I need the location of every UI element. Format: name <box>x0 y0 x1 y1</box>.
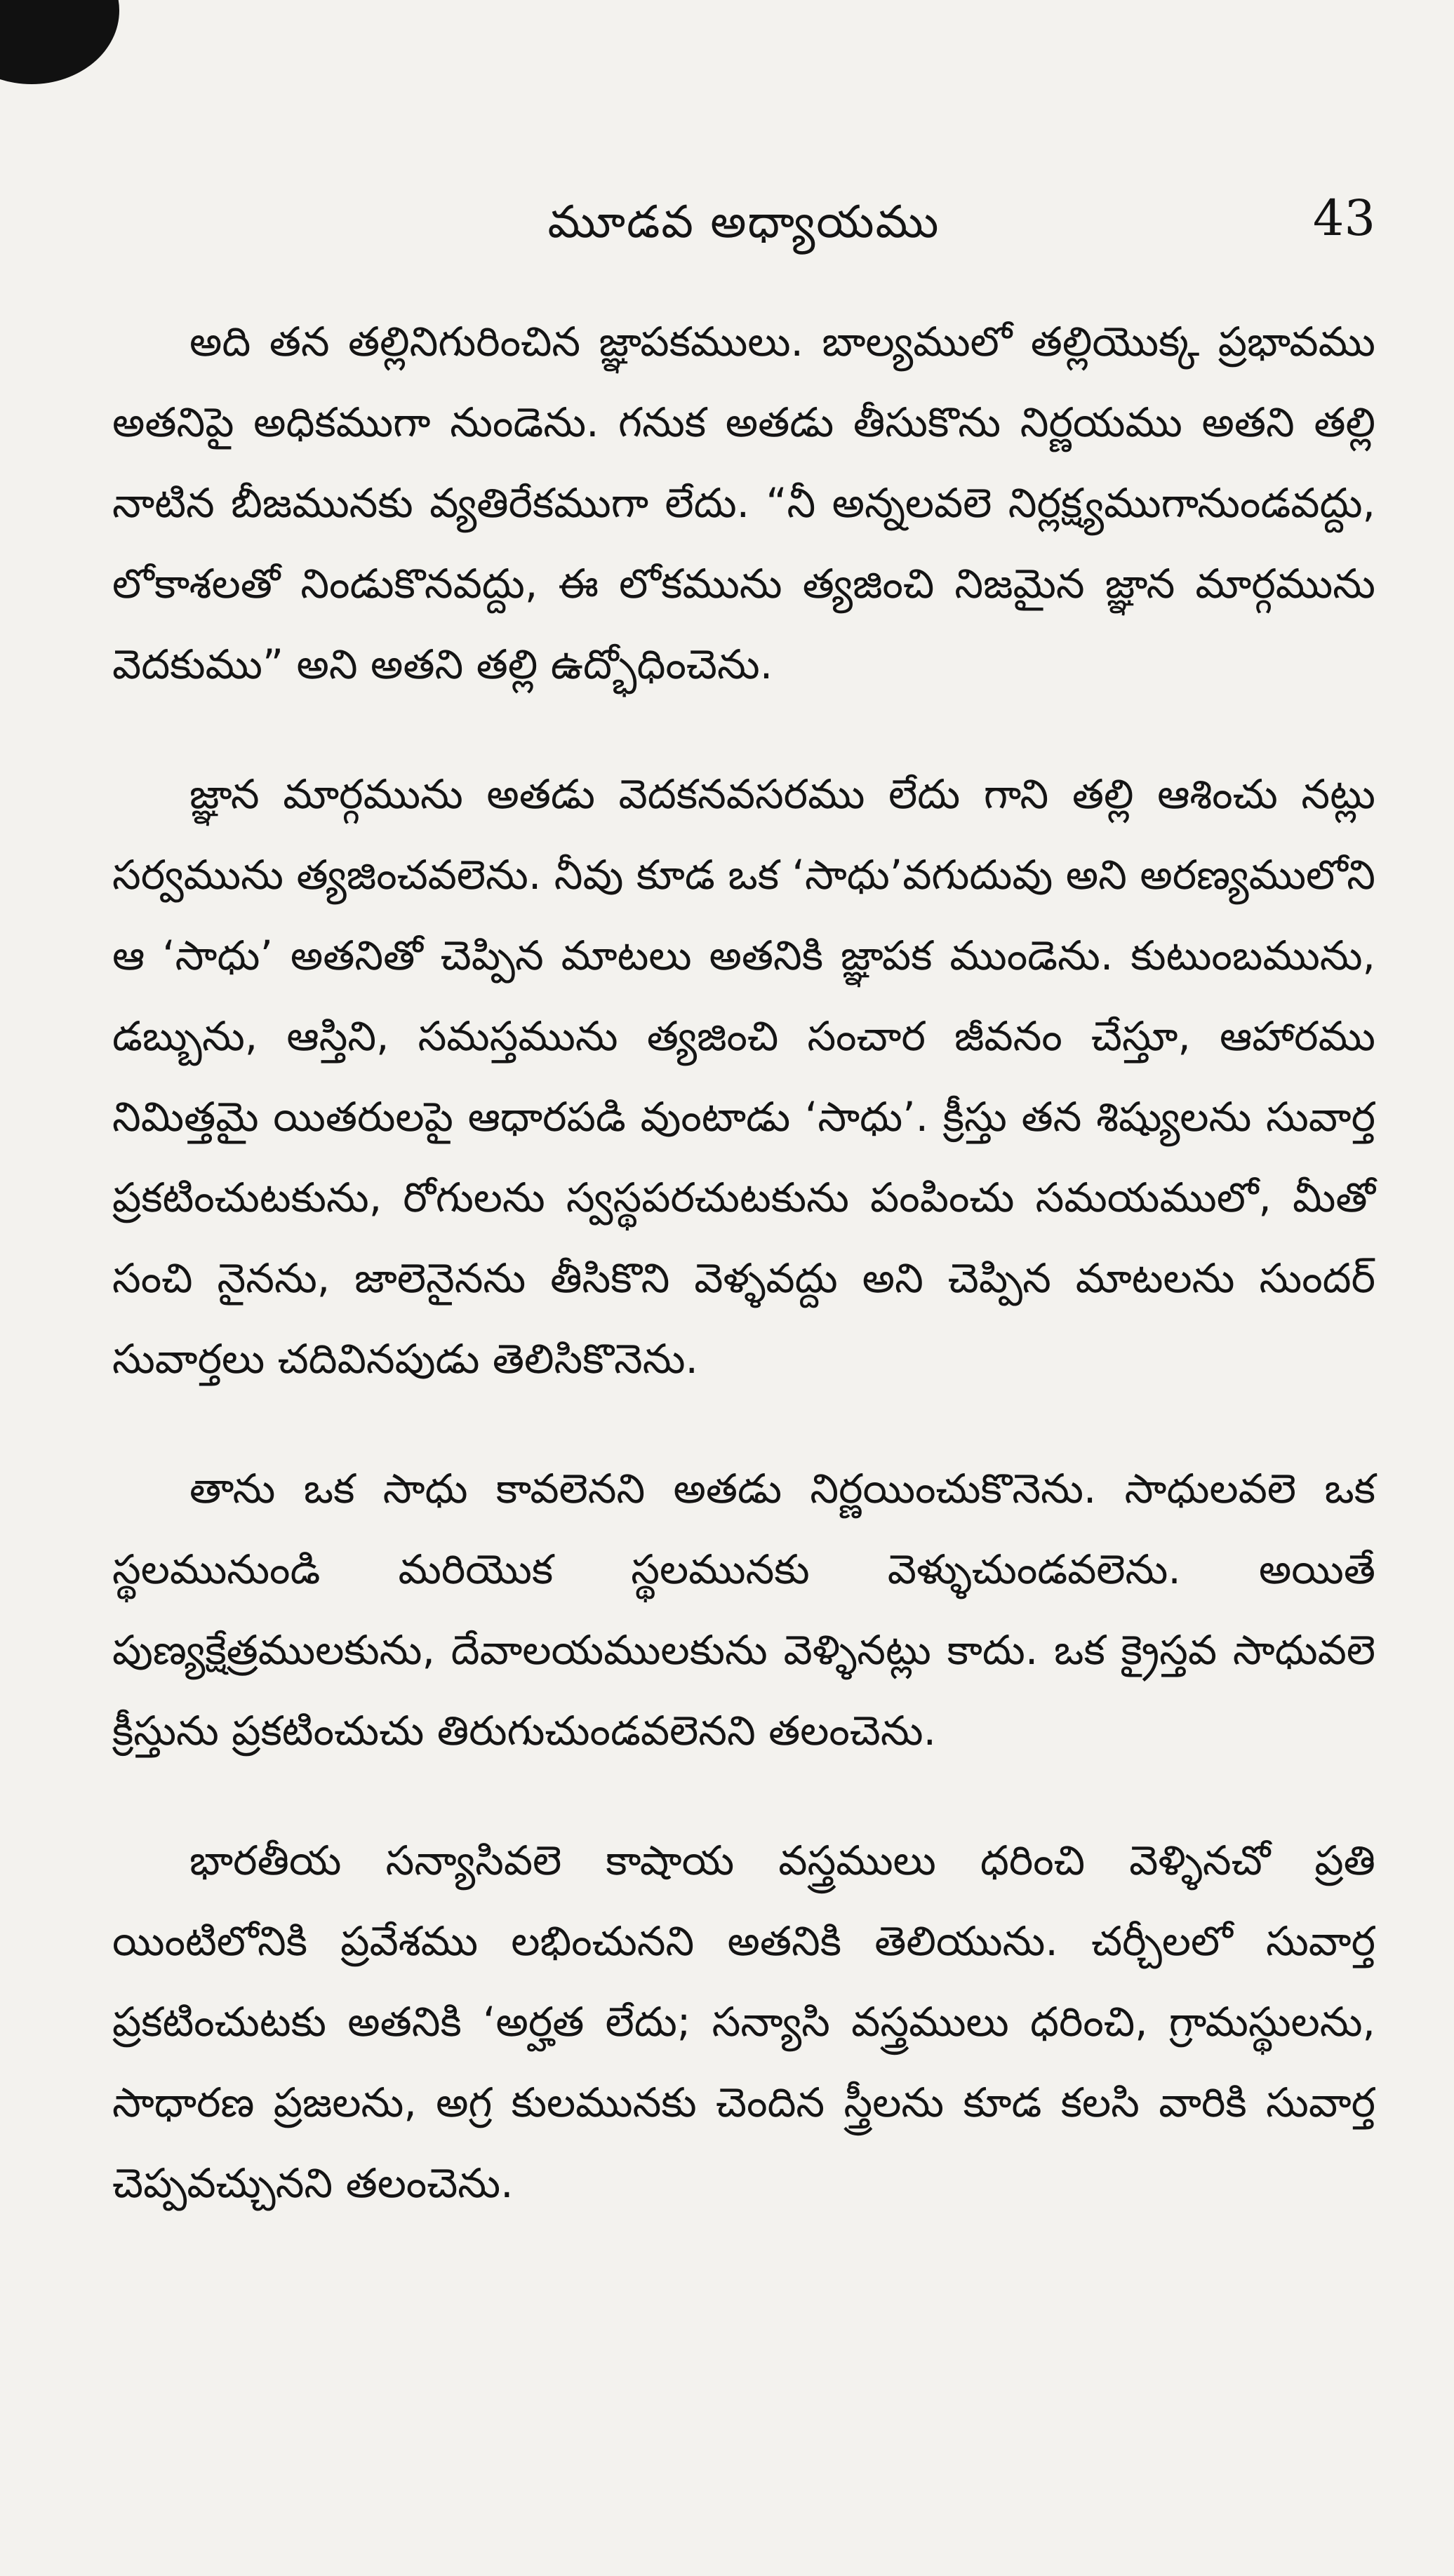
page-corner-shadow <box>0 0 119 84</box>
paragraph-4: భారతీయ సన్యాసివలె కాషాయ వస్త్రములు ధరించి వెళ్ళినచో ప్రతి యింటిలోనికి ప్రవేశము లభించునని అతనికి తెలియును. చర్చీలలో సువార్త ప్రకటించుటకు అతనికి ‘అర్హత లేదు; సన్యాసి వస్త్రములు ధరించి, గ్రామస్థులను, సాధారణ ప్రజలను, అగ్ర కులమునకు చెందిన స్త్రీలను కూడ కలసి వారికి సువార్త చెప్పవచ్చునని తలంచెను. <box>112 1837 1375 2207</box>
paragraph-1: అది తన తల్లినిగురించిన జ్ఞాపకములు. బాల్యములో తల్లియొక్క ప్రభావము అతనిపై అధికముగా నుండెను. గనుక అతడు తీసుకొను నిర్ణయము అతని తల్లి నాటిన బీజమునకు వ్యతిరేకముగా లేదు. “నీ అన్నలవలె నిర్లక్ష్యముగానుండవద్దు, లోకాశలతో నిండుకొనవద్దు, ఈ లోకమును త్యజించి నిజమైన జ్ఞాన మార్గమును వెదకుము” అని అతని తల్లి ఉద్భోధించెను. <box>112 318 1375 688</box>
chapter-title: మూడవ అధ్యాయము <box>547 196 940 248</box>
page-number: 43 <box>1312 189 1375 247</box>
book-page <box>112 175 1375 2273</box>
page-header <box>112 175 1375 274</box>
paragraph-3: తాను ఒక సాధు కావలెనని అతడు నిర్ణయించుకొనెను. సాధులవలె ఒక స్థలమునుండి మరియొక స్థలమునకు వెళ్ళుచుండవలెను. అయితే పుణ్యక్షేత్రములకును, దేవాలయములకును వెళ్ళినట్లు కాదు. ఒక క్రైస్తవ సాధువలె క్రీస్తును ప్రకటించుచు తిరుగుచుండవలెనని తలంచెను. <box>112 1465 1375 1755</box>
paragraph-2: జ్ఞాన మార్గమును అతడు వెదకనవసరము లేదు గాని తల్లి ఆశించు నట్లు సర్వమును త్యజించవలెను. నీవు కూడ ఒక ‘సాధు’వగుదువు అని అరణ్యములోని ఆ ‘సాధు’ అతనితో చెప్పిన మాటలు అతనికి జ్ఞాపక ముండెను. కుటుంబమును, డబ్బును, ఆస్తిని, సమస్తమును త్యజించి సంచార జీవనం చేస్తూ, ఆహారము నిమిత్తమై యితరులపై ఆధారపడి వుంటాడు ‘సాధు’. క్రీస్తు తన శిష్యులను సువార్త ప్రకటించుటకును, రోగులను స్వస్థపరచుటకును పంపించు సమయములో, మీతో సంచి నైనను, జాలెనైనను తీసికొని వెళ్ళవద్దు అని చెప్పిన మాటలను సుందర్ సువార్తలు చదివినపుడు తెలిసికొనెను. <box>112 770 1375 1383</box>
